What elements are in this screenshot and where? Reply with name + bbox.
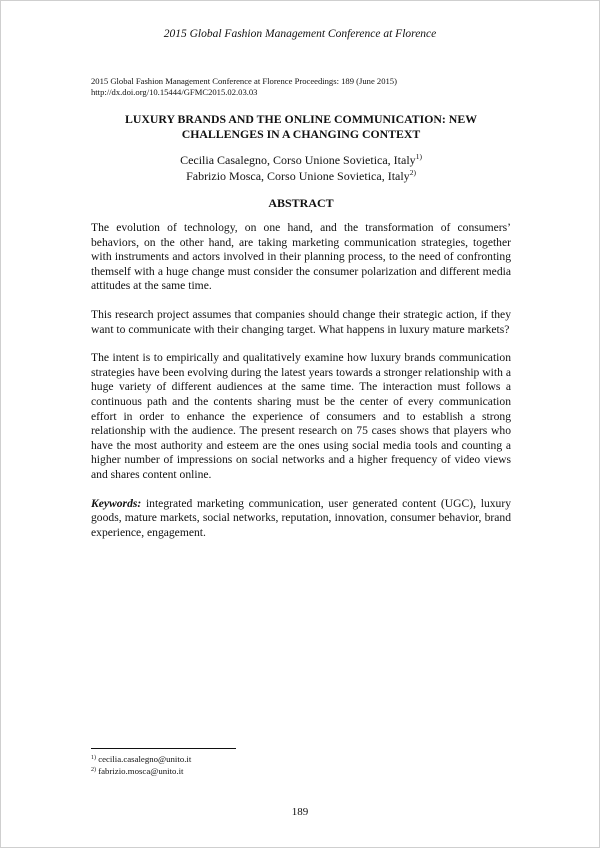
doi-link[interactable]: http://dx.doi.org/10.15444/GFMC2015.02.03.03 <box>91 87 258 97</box>
proceedings-info <box>91 76 511 98</box>
abstract-paragraph-2: This research project assumes that companies should change their strategic action, if they want to communicate with their changing target. What happens in luxury mature markets? <box>91 307 511 336</box>
footnotes <box>91 754 391 777</box>
keywords-label: Keywords: <box>91 496 142 510</box>
author-list <box>91 152 511 184</box>
author-2 <box>91 168 511 184</box>
author-1-name: Cecilia Casalegno, Corso Unione Sovietica, Italy <box>180 153 416 167</box>
footnote-1-email[interactable]: cecilia.casalegno@unito.it <box>96 754 192 764</box>
footnote-2 <box>91 766 391 778</box>
author-1 <box>91 152 511 168</box>
abstract-paragraph-3: The intent is to empirically and qualitatively examine how luxury brands communication strategies have been evolving during the latest years towards a stronger relationship with a huge variety of different audiences at the same time. The interaction must follows a continuous path and the contents sharing must be the center of every communication effort in order to enhance the experience of consumers and to establish a strong relationship with the audience. The present research on 75 cases shows that players who have the most authority and esteem are the ones using social media tools and counting a higher number of impressions on social networks and a higher frequency of video views and shares content online. <box>91 351 511 481</box>
footnote-2-email[interactable]: fabrizio.mosca@unito.it <box>96 765 184 776</box>
author-2-footnote-marker: 2) <box>409 168 416 177</box>
keywords-text: integrated marketing communication, user generated content (UGC), luxury goods, mature markets, social networks, reputation, innovation, consumer behavior, brand experience, engagement. <box>91 496 511 539</box>
title-line-1: LUXURY BRANDS AND THE ONLINE COMMUNICATION: NEW <box>125 112 477 126</box>
author-2-name: Fabrizio Mosca, Corso Unione Sovietica, Italy <box>186 169 410 183</box>
running-head: 2015 Global Fashion Management Conference at Florence <box>163 28 437 40</box>
keywords <box>91 497 511 541</box>
footnote-1 <box>91 754 391 766</box>
abstract-heading: ABSTRACT <box>268 196 334 210</box>
author-1-footnote-marker: 1) <box>415 152 422 161</box>
footnote-2-marker: 2) <box>91 766 96 773</box>
proceedings-citation: 2015 Global Fashion Management Conference at Florence Proceedings: 189 (June 2015) <box>91 76 397 86</box>
paper-title <box>91 112 511 142</box>
abstract-body <box>91 221 511 554</box>
title-line-2: CHALLENGES IN A CHANGING CONTEXT <box>181 127 421 141</box>
abstract-paragraph-1: The evolution of technology, on one hand, and the transformation of consumers’ behaviors, on the other hand, are taking marketing communication strategies, together with instruments and actors involved in their planning process, to the need of confronting themself with a huge change must consider the consumer polarization and different media attitudes at the same time. <box>91 221 511 293</box>
footnote-divider <box>91 748 236 749</box>
footnote-1-marker: 1) <box>91 755 96 761</box>
page-number: 189 <box>291 806 309 818</box>
